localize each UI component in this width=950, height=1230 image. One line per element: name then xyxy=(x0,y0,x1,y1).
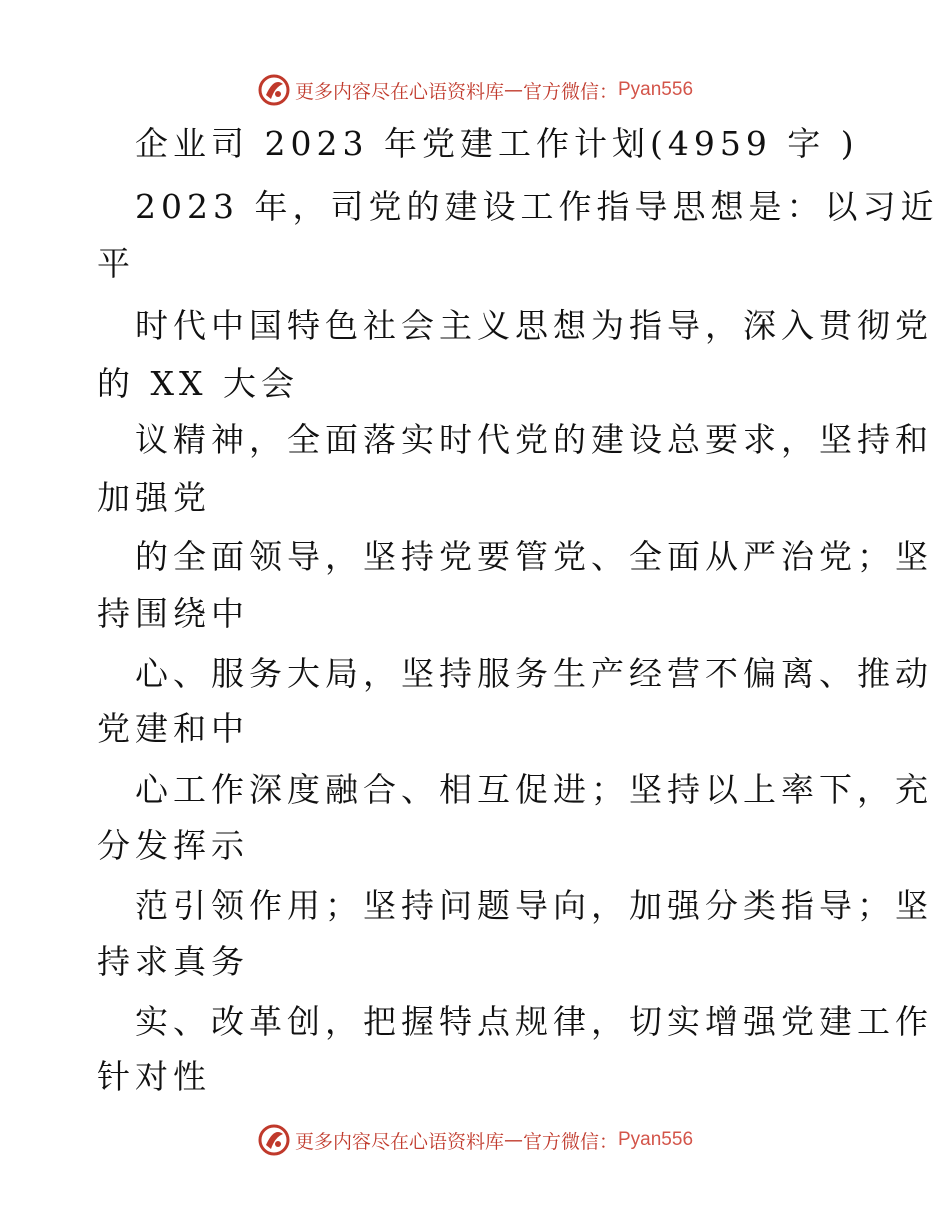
paragraph-line: 2023 年，司党的建设工作指导思想是：以习近 xyxy=(135,187,939,226)
watermark-separator: — xyxy=(503,1129,523,1151)
paragraph-line: 针对性 xyxy=(97,1057,211,1096)
watermark-wechat-label: 官方微信： xyxy=(522,80,618,103)
watermark-wechat-label: 官方微信： xyxy=(522,1130,618,1153)
seal-logo-icon xyxy=(257,73,291,107)
paragraph-line: 的 XX 大会 xyxy=(97,364,299,403)
watermark-separator: — xyxy=(503,79,523,101)
paragraph-line: 分发挥示 xyxy=(97,826,249,865)
footer-watermark xyxy=(0,1120,950,1160)
paragraph-line: 持求真务 xyxy=(97,942,249,981)
paragraph-line: 持围绕中 xyxy=(97,594,249,633)
watermark-wechat-id: Pyan556 xyxy=(618,1129,694,1150)
seal-logo-icon xyxy=(257,1123,291,1157)
paragraph-line: 范引领作用；坚持问题导向，加强分类指导；坚 xyxy=(135,886,933,925)
paragraph-line: 的全面领导，坚持党要管党、全面从严治党；坚 xyxy=(135,537,933,576)
watermark-wechat-id: Pyan556 xyxy=(618,79,694,100)
paragraph-line: 心、服务大局，坚持服务生产经营不偏离、推动 xyxy=(135,654,933,693)
watermark-text: 更多内容尽在心语资料库 xyxy=(294,1130,504,1153)
paragraph-line: 加强党 xyxy=(97,478,211,517)
paragraph-line: 时代中国特色社会主义思想为指导，深入贯彻党 xyxy=(135,306,933,345)
paragraph-line: 议精神，全面落实时代党的建设总要求，坚持和 xyxy=(135,420,933,459)
header-watermark xyxy=(0,70,950,110)
paragraph-line: 实、改革创，把握特点规律，切实增强党建工作 xyxy=(135,1002,933,1041)
watermark-text: 更多内容尽在心语资料库 xyxy=(294,80,504,103)
paragraph-line: 心工作深度融合、相互促进；坚持以上率下，充 xyxy=(135,770,933,809)
paragraph-line: 平 xyxy=(97,244,135,283)
paragraph-line: 党建和中 xyxy=(97,709,249,748)
document-title: 企业司 2023 年党建工作计划(4959 字 ) xyxy=(135,124,859,163)
